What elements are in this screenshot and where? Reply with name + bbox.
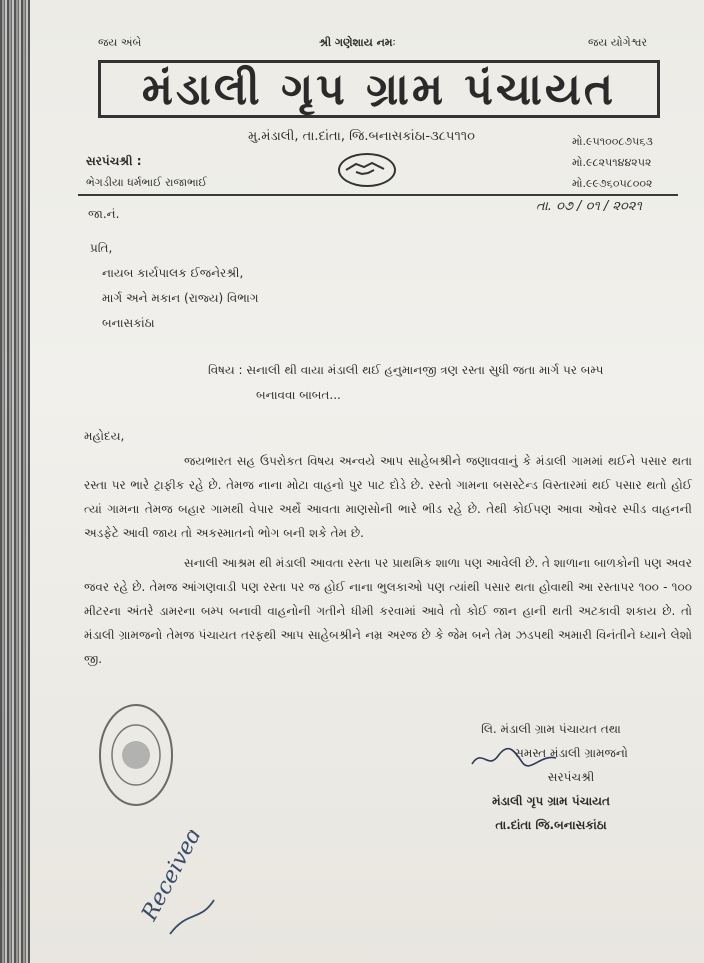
letterhead-address: મુ.મંડાલી, તા.દાંતા, જિ.બનાસકાંઠા-૩૮૫૧૧૦ — [248, 129, 476, 144]
phone-1: મો.૯૫૧૦૦૮૭૫૬૩ — [572, 135, 653, 148]
recipient-line3: બનાસકાંઠા — [102, 316, 155, 330]
subject-block — [208, 358, 648, 408]
greeting-center: શ્રી ગણેશાય નમઃ — [319, 36, 396, 49]
signature-line5: તા.દાંતા જિ.બનાસકાંઠા — [495, 818, 607, 832]
recipient-block — [90, 236, 259, 336]
reference-number-label: જા.નં. — [88, 207, 120, 221]
phone-list — [572, 131, 653, 194]
greeting-left: જય અંબે — [98, 36, 142, 49]
body-paragraph-1: જયભારત સહ ઉપરોકત વિષય અન્વયે આપ સાહેબશ્રીને જણાવવાનું કે મંડાલી ગામમાં થઈને પસાર થતા રસ્તા પર ભારે ટ્રાફીક રહે છે. તેમજ નાના મોટા વાહનો પુર પાટ દોડે છે. રસ્તો ગામના બસસ્ટેન્ડ વિસ્તારમાં થઈ પસાર થતો હોઈ ત્યાં ગામના તેમજ બહાર ગામથી વેપાર અર્થે આવતા માણસોની ભારે ભીડ રહે છે. તેથી કોઈપણ આવા ઓવર સ્પીડ વાહનની અડફેટે આવી જાય તો અકસ્માતનો ભોગ બની શકે તેમ છે. — [84, 454, 692, 540]
scan-edge-band — [0, 0, 30, 963]
handwritten-signature — [470, 744, 560, 774]
sarpanch-label: સરપંચશ્રી : — [86, 154, 142, 168]
handshake-icon-graphic — [340, 155, 390, 181]
recipient-line2: માર્ગ અને મકાન (રાજ્ય) વિભાગ — [102, 291, 259, 305]
handshake-icon — [338, 153, 396, 187]
phone-2: મો.૯૮૨૫૧૪૪૨૫૨ — [572, 156, 652, 169]
signature-line2: સમસ્ત મંડાલી ગ્રામજનો — [514, 746, 628, 760]
signature-line1: લિ. મંડાલી ગ્રામ પંચાયત તથા — [481, 722, 621, 736]
letterhead-banner — [98, 60, 660, 118]
received-note-graphic — [140, 830, 250, 940]
received-text: Received — [140, 830, 207, 925]
body-paragraph-2: સનાલી આશ્રમ થી મંડાલી આવતા રસ્તા પર પ્રાથમિક શાળા પણ આવેલી છે. તે શાળાના બાળકોની પણ અવર જવર રહે છે. તેમજ આંગણવાડી પણ રસ્તા પર જ હોઈ નાના ભુલકાઓ પણ ત્યાંથી પસાર થતા હોવાથી આ રસ્તાપર ૧૦૦ - ૧૦૦ મીટરના અંતરે ડામરના બમ્પ બનાવી વાહનોની ગતીને ધીમી કરવામાં આવે તો કોઈ જાન હાની થતી અટકાવી શકાય છે. તો મંડાલી ગ્રામજનો તેમજ પંચાયત તરફથી આપ સાહેબશ્રીને નમ્ર અરજ છે કે જેમ બને તેમ ઝડપથી અમારી વિનંતીને ધ્યાને લેશો જી. — [84, 556, 692, 666]
signature-line3: સરપંચશ્રી — [547, 770, 595, 784]
salutation: મહોદય, — [84, 429, 125, 443]
phone-3: મો.૯૯૭૬૦૫૮૦૦૨ — [572, 177, 653, 190]
subject-line1: વિષય : સનાલી થી વાયા મંડાલી થઈ હનુમાનજી ત્રણ રસ્તા સુધી જતા માર્ગ પર બમ્પ — [208, 363, 604, 377]
letter-date: તા. ૦૭ / ૦૧ / ૨૦૨૧ — [536, 199, 642, 214]
greeting-right: જય યોગેશ્વર — [588, 36, 648, 49]
panchayat-seal-stamp — [96, 700, 178, 810]
seal-stamp-graphic — [96, 700, 178, 810]
recipient-line1: નાયબ કાર્યપાલક ઈજનેરશ્રી, — [102, 266, 244, 280]
panchayat-title: મંડાલી ગૃપ ગ્રામ પંચાયત — [141, 63, 617, 115]
signature-line4: મંડાલી ગૃપ ગ્રામ પંચાયત — [492, 794, 610, 808]
recipient-prati: પ્રતિ, — [90, 241, 113, 255]
subject-line2: બનાવવા બાબત... — [256, 388, 341, 402]
received-handwritten-note — [140, 830, 250, 940]
header-divider — [78, 194, 678, 196]
sarpanch-name: ભેગડીયા ધર્મભાઈ રાજાભાઈ — [86, 176, 208, 189]
signature-scrawl-graphic — [470, 744, 560, 774]
signature-block — [466, 717, 636, 837]
